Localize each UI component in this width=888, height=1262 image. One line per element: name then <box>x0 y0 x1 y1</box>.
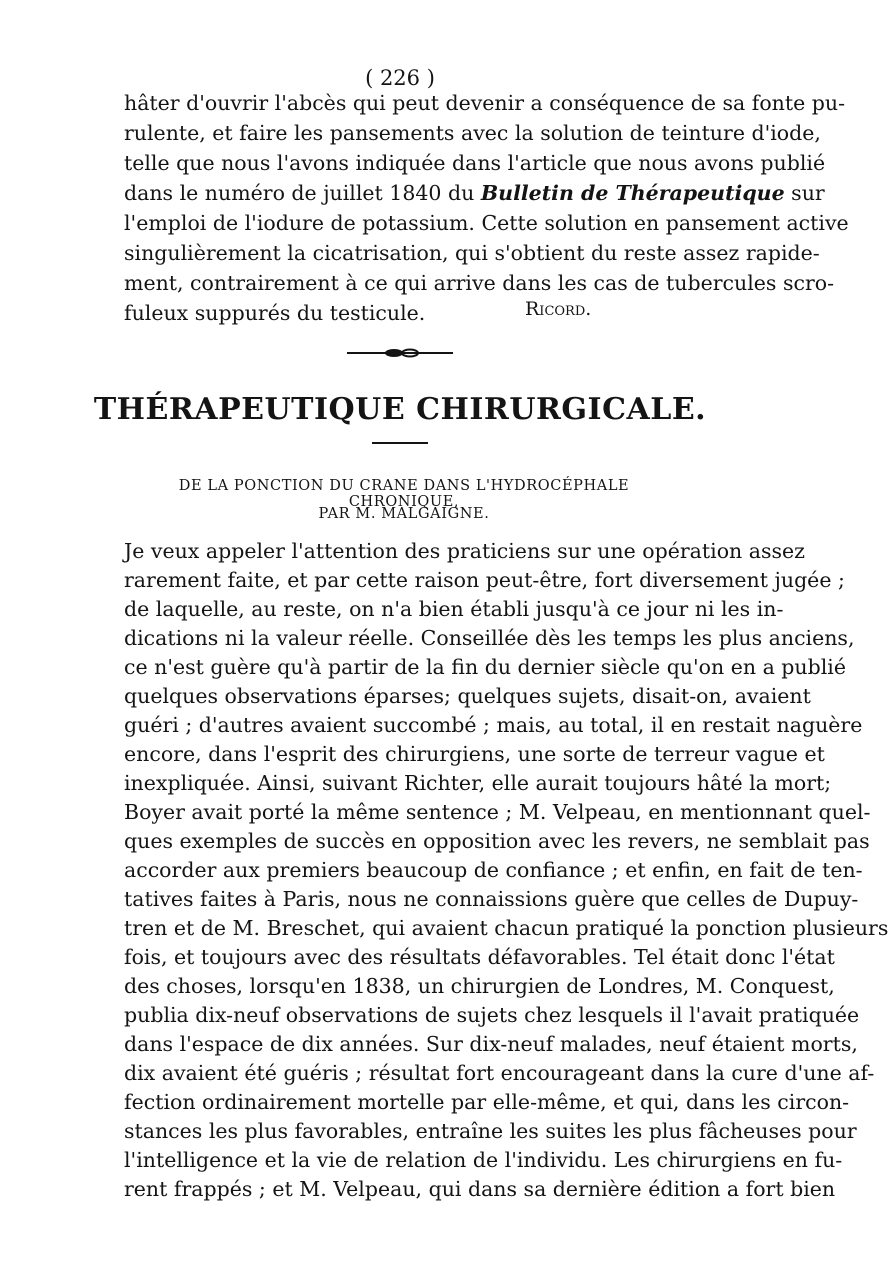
section-title: THÉRAPEUTIQUE CHIRURGICALE. <box>93 392 707 427</box>
text-line-with-journal <box>124 178 825 208</box>
text-line: l'intelligence et la vie de relation de l'individu. Les chirurgiens en fu- <box>124 1148 843 1172</box>
text-line: fois, et toujours avec des résultats défavorables. Tel était donc l'état <box>124 945 835 969</box>
text-line: dications ni la valeur réelle. Conseillée dès les temps les plus anciens, <box>124 626 855 650</box>
text-line: sur <box>791 181 825 205</box>
journal-title: Bulletin de Thérapeutique <box>480 181 785 205</box>
title-rule <box>372 442 428 444</box>
text-line: dans l'espace de dix années. Sur dix-neuf malades, neuf étaient morts, <box>124 1032 858 1056</box>
text-line: telle que nous l'avons indiquée dans l'article que nous avons publié <box>124 151 826 175</box>
article-title: DE LA PONCTION DU CRANE DANS L'HYDROCÉPHALE CHRONIQUE, <box>178 478 630 510</box>
text-line: des choses, lorsqu'en 1838, un chirurgien de Londres, M. Conquest, <box>124 974 835 998</box>
text-line: encore, dans l'esprit des chirurgiens, une sorte de terreur vague et <box>124 742 825 766</box>
text-line: ques exemples de succès en opposition avec les revers, ne semblait pas <box>124 829 870 853</box>
text-line: quelques observations éparses; quelques sujets, disait-on, avaient <box>124 684 811 708</box>
text-line: fection ordinairement mortelle par elle-même, et qui, dans les circon- <box>124 1090 850 1114</box>
text-line: dix avaient été guéris ; résultat fort encourageant dans la cure d'une af- <box>124 1061 875 1085</box>
text-line: ment, contrairement à ce qui arrive dans les cas de tubercules scro- <box>124 271 835 295</box>
text-line: rulente, et faire les pansements avec la solution de teinture d'iode, <box>124 121 821 145</box>
text-line: l'emploi de l'iodure de potassium. Cette solution en pansement active <box>124 211 849 235</box>
text-line: rarement faite, et par cette raison peut-être, fort diversement jugée ; <box>124 568 845 592</box>
separator-ornament <box>347 348 453 358</box>
text-line: stances les plus favorables, entraîne les suites les plus fâcheuses pour <box>124 1119 857 1143</box>
article-author: PAR M. MALGAIGNE. <box>318 506 490 522</box>
text-line: inexpliquée. Ainsi, suivant Richter, elle aurait toujours hâté la mort; <box>124 771 832 795</box>
text-line: guéri ; d'autres avaient succombé ; mais, au total, il en restait naguère <box>124 713 863 737</box>
text-line: de laquelle, au reste, on n'a bien établi jusqu'à ce jour ni les in- <box>124 597 784 621</box>
text-line: tren et de M. Breschet, qui avaient chacun pratiqué la ponction plusieurs <box>124 916 888 940</box>
text-line: dans le numéro de juillet 1840 du <box>124 181 475 205</box>
text-line: publia dix-neuf observations de sujets chez lesquels il l'avait pratiquée <box>124 1003 860 1027</box>
author-signature: Ricord. <box>525 298 592 320</box>
text-line: Je veux appeler l'attention des praticiens sur une opération assez <box>124 539 805 563</box>
text-line: singulièrement la cicatrisation, qui s'obtient du reste assez rapide- <box>124 241 820 265</box>
text-line: tatives faites à Paris, nous ne connaissions guère que celles de Dupuy- <box>124 887 859 911</box>
text-line: Boyer avait porté la même sentence ; M. Velpeau, en mentionnant quel- <box>124 800 871 824</box>
text-line: accorder aux premiers beaucoup de confiance ; et enfin, en fait de ten- <box>124 858 863 882</box>
text-line: rent frappés ; et M. Velpeau, qui dans sa dernière édition a fort bien <box>124 1177 836 1201</box>
page-number: ( 226 ) <box>365 66 435 90</box>
text-line: hâter d'ouvrir l'abcès qui peut devenir a conséquence de sa fonte pu- <box>124 91 846 115</box>
text-line: ce n'est guère qu'à partir de la fin du dernier siècle qu'on en a publié <box>124 655 846 679</box>
text-line: fuleux suppurés du testicule. <box>124 301 426 325</box>
